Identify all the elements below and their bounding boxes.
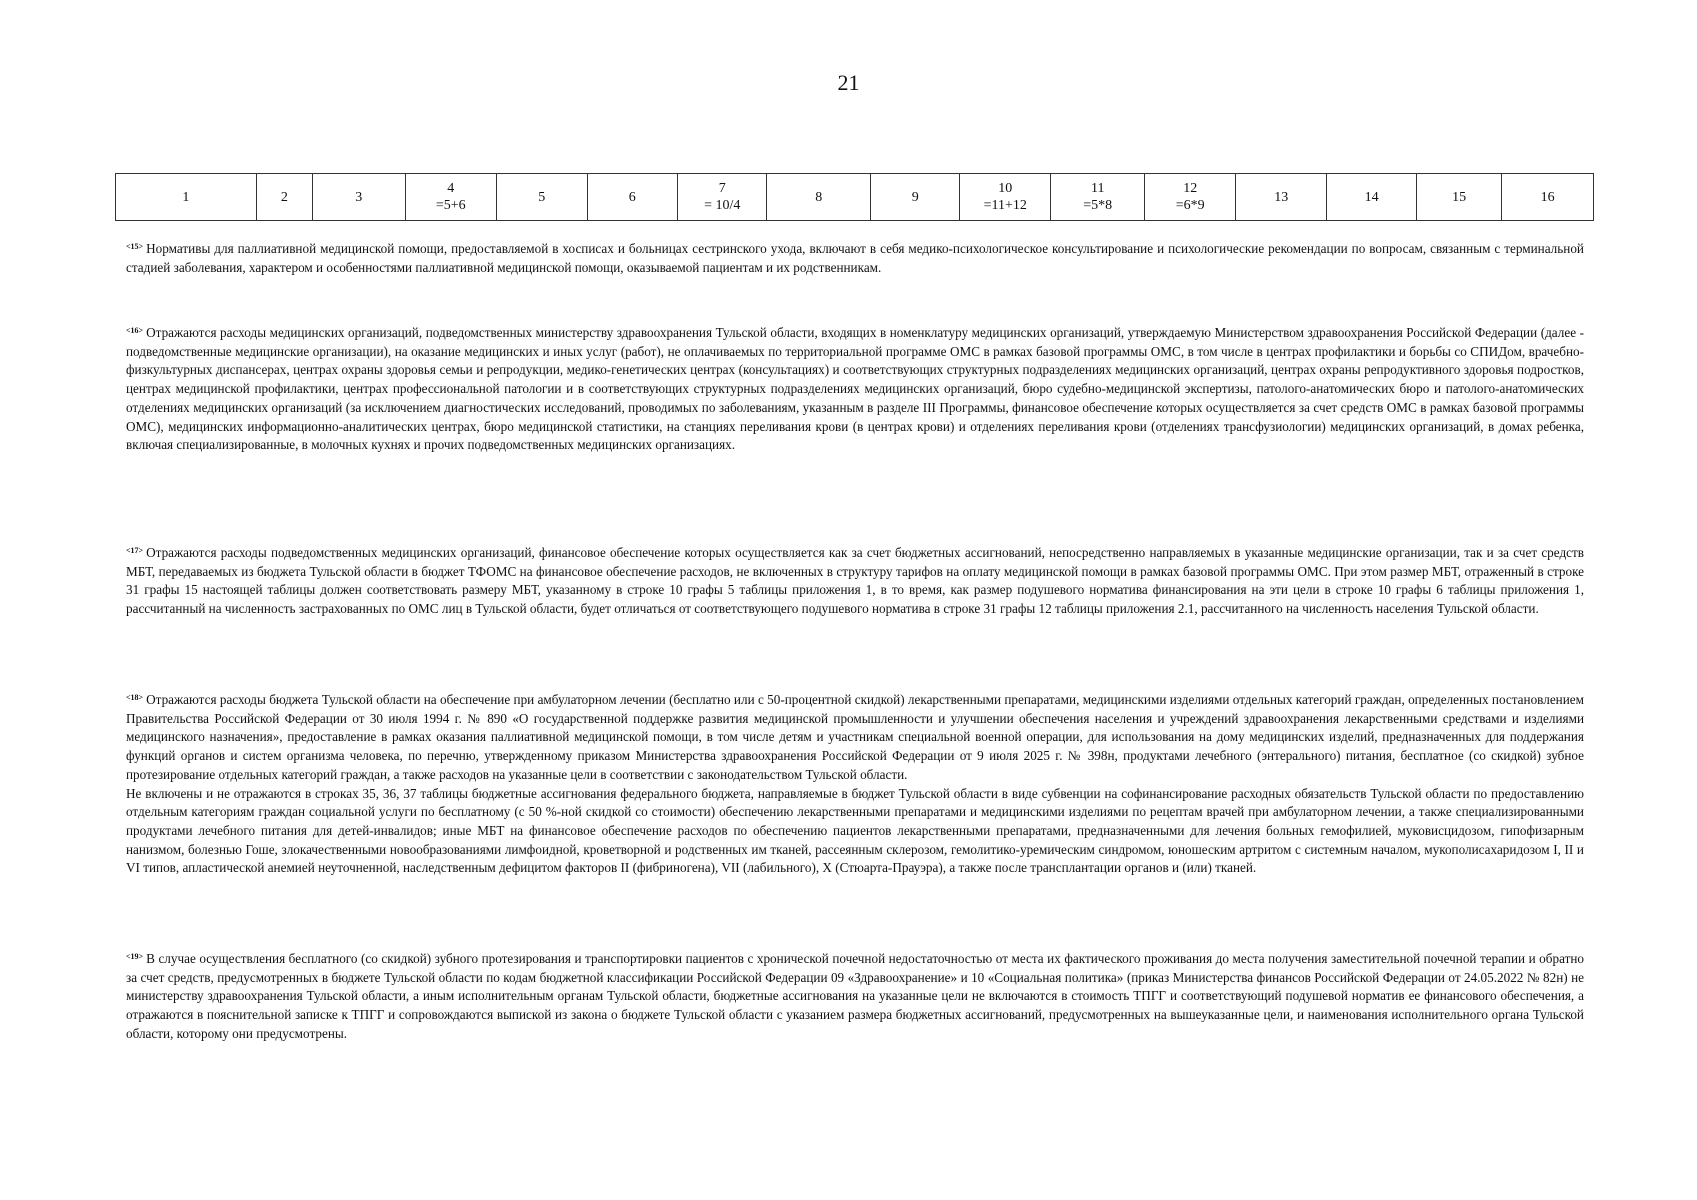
- footnote-16: [126, 322, 1584, 455]
- footnote-text: Отражаются расходы подведомственных медицинских организаций, финансовое обеспечение которых осуществляется как за счет бюджетных ассигнований, непосредственно направляемых в указанные медицинские организации, так и за счет средств МБТ, передаваемых из бюджета Тульской области в бюджет ТФОМС на финансовое обеспечение расходов, не включенных в структуру тарифов на оплату медицинской помощи в рамках базовой программы ОМС. При этом размер МБТ, отраженный в строке 31 графы 15 настоящей таблицы должен соответствовать размеру МБТ, указанному в строке 10 графы 5 таблицы приложения 1, в то время, как размер подушевого норматива финансирования на эти цели в строке 10 графы 6 таблицы приложения 1, рассчитанный на численность застрахованных по ОМС лиц в Тульской области, будет отличаться от соответствующего подушевого норматива в строке 31 графы 12 таблицы приложения 2.1, рассчитанного на численность населения Тульской области.: [126, 545, 1584, 617]
- column-number-row: [116, 174, 1594, 221]
- footnote-paragraph: [126, 948, 1584, 1044]
- column-header-cell: 7 = 10/4: [678, 174, 767, 221]
- column-header-cell: 13: [1235, 174, 1326, 221]
- footnote-15: [126, 238, 1584, 277]
- footnote-text: В случае осуществления бесплатного (со скидкой) зубного протезирования и транспортировки пациентов с хронической почечной недостаточностью от места их фактического проживания до места получения заместительной почечной терапии и обратно за счет средств, предусмотренных в бюджете Тульской области по кодам бюджетной классификации Российской Федерации 09 «Здравоохранение» и 10 «Социальная политика» (приказ Министерства финансов Российской Федерации от 24.05.2022 № 82н) не министерству здравоохранения Тульской области, а иным исполнительным органам Тульской области, бюджетные ассигнования на указанные цели не включаются в стоимость ТПГГ и соответствующий подушевой норматив ее финансового обеспечения, а отражаются в пояснительной записке к ТПГГ и сопровождаются выпиской из закона о бюджете Тульской области с указанием размера бюджетных ассигнований, предусмотренных на вышеуказанные цели, и наименования исполнительного органа Тульской области, которому они предусмотрены.: [126, 951, 1584, 1041]
- footnote-paragraph: [126, 689, 1584, 785]
- footnote-marker: <19>: [126, 952, 144, 961]
- column-header-cell: 14: [1327, 174, 1416, 221]
- column-header-cell: 4 =5+6: [405, 174, 496, 221]
- column-header-cell: 1: [116, 174, 257, 221]
- footnote-paragraph: [126, 542, 1584, 619]
- footnote-17: [126, 542, 1584, 619]
- footnote-paragraph: Не включены и не отражаются в строках 35, 36, 37 таблицы бюджетные ассигнования федерального бюджета, направляемые в бюджет Тульской области в виде субвенции на софинансирование расходных обязательств Тульской области по предоставлению отдельным категориям граждан социальной услуги по бесплатному (с 50 %-ной скидкой со стоимости) обеспечению лекарственными препаратами и медицинскими изделиями по рецептам врачей при амбулаторном лечении, а также специализированными продуктами лечебного питания для детей-инвалидов; иные МБТ на финансовое обеспечение расходов по обеспечению пациентов лекарственными препаратами, предназначенными для лечения больных гемофилией, муковисцидозом, гипофизарным нанизмом, болезнью Гоше, злокачественными новообразованиями лимфоидной, кроветворной и родственных им тканей, рассеянным склерозом, гемолитико-уремическим синдромом, юношеским артритом с системным началом, мукополисахаридозом I, II и VI типов, апластической анемией неуточненной, наследственным дефицитом факторов II (фибриногена), VII (лабильного), X (Стюарта-Прауэра), а также после трансплантации органов и (или) тканей.: [126, 785, 1584, 876]
- footnote-marker: <17>: [126, 546, 144, 555]
- footnote-19: [126, 948, 1584, 1044]
- footnote-marker: <16>: [126, 326, 144, 335]
- column-header-cell: 12 =6*9: [1145, 174, 1235, 221]
- column-header-cell: 6: [587, 174, 677, 221]
- footnote-text: Нормативы для паллиативной медицинской помощи, предоставляемой в хосписах и больницах сестринского ухода, включают в себя медико-психологическое консультирование и психологические рекомендации по вопросам, связанным с терминальной стадией заболевания, характером и особенностями паллиативной медицинской помощи, оказываемой пациентам и их родственникам.: [126, 241, 1584, 275]
- column-header-cell: 3: [313, 174, 406, 221]
- footnote-18: [126, 689, 1584, 878]
- column-header-cell: 2: [256, 174, 312, 221]
- column-header-cell: 5: [497, 174, 587, 221]
- footnote-paragraph: [126, 322, 1584, 455]
- column-header-cell: 16: [1502, 174, 1594, 221]
- column-header-cell: 8: [767, 174, 871, 221]
- footnote-marker: <18>: [126, 693, 144, 702]
- column-number-table: [115, 173, 1594, 221]
- column-header-cell: 11 =5*8: [1050, 174, 1145, 221]
- column-header-cell: 15: [1416, 174, 1501, 221]
- page-number: 21: [837, 70, 860, 95]
- footnote-text: Отражаются расходы медицинских организаций, подведомственных министерству здравоохранения Тульской области, входящих в номенклатуру медицинских организаций, утверждаемую Министерством здравоохранения Российской Федерации (далее - подведомственные медицинские организации), на оказание медицинских и иных услуг (работ), не оплачиваемых по территориальной программе ОМС в рамках базовой программы ОМС, в том числе в центрах профилактики и борьбы со СПИДом, врачебно-физкультурных диспансерах, центрах охраны здоровья семьи и репродукции, медико-генетических центрах (консультациях) и соответствующих структурных подразделениях медицинских организаций, центрах охраны репродуктивного здоровья подростков, центрах медицинской профилактики, центрах профессиональной патологии и в соответствующих структурных подразделениях медицинских организаций, бюро судебно-медицинской экспертизы, патолого-анатомических бюро и патолого-анатомических отделениях медицинских организаций (за исключением диагностических исследований, проводимых по заболеваниям, указанным в разделе III Программы, финансовое обеспечение которых осуществляется за счет средств ОМС в рамках базовой программы ОМС), медицинских информационно-аналитических центрах, бюро медицинской статистики, на станциях переливания крови (в центрах крови) и отделениях переливания крови (отделениях трансфузиологии) медицинских организаций, в домах ребенка, включая специализированные, в молочных кухнях и прочих подведомственных медицинских организациях.: [126, 325, 1584, 453]
- column-header-cell: 10 =11+12: [960, 174, 1050, 221]
- column-header-cell: 9: [871, 174, 960, 221]
- footnote-text: Отражаются расходы бюджета Тульской области на обеспечение при амбулаторном лечении (бесплатно или с 50-процентной скидкой) лекарственными препаратами, медицинскими изделиями отдельных категорий граждан, определенных постановлением Правительства Российской Федерации от 30 июля 1994 г. № 890 «О государственной поддержке развития медицинской промышленности и улучшении обеспечения населения и учреждений здравоохранения лекарственными средствами и изделиями медицинского назначения», предоставление в рамках оказания паллиативной медицинской помощи, в том числе детям и участникам специальной военной операции, для использования на дому медицинских изделий, предназначенных для поддержания функций органов и систем организма человека, по перечню, утвержденному приказом Министерства здравоохранения Российской Федерации от 9 июля 2025 г. № 398н, продуктами лечебного (энтерального) питания, бесплатное (со скидкой) зубное протезирование отдельных категорий граждан, а также расходов на указанные цели в соответствии с законодательством Тульской области.: [126, 692, 1584, 782]
- footnote-paragraph: [126, 238, 1584, 277]
- footnote-marker: <15>: [126, 242, 144, 251]
